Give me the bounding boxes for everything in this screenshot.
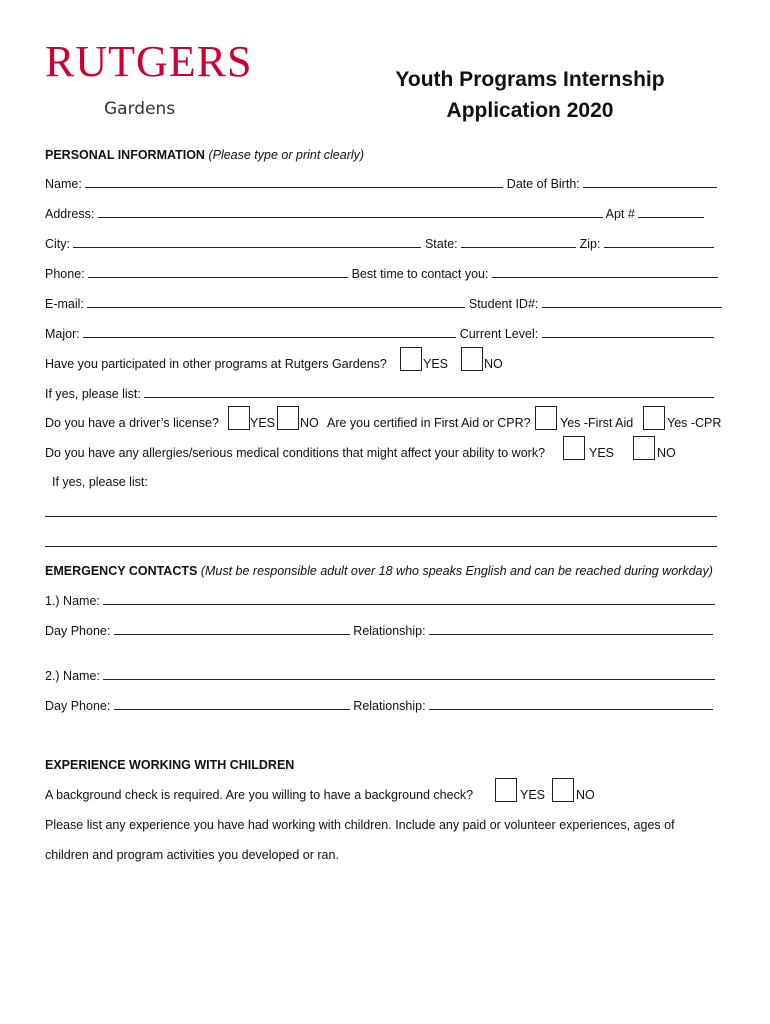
license-yes-checkbox[interactable] bbox=[228, 406, 250, 430]
phone-row bbox=[45, 266, 718, 282]
emergency-note: (Must be responsible adult over 18 who speaks English and can be reached during workday) bbox=[200, 564, 713, 578]
major-field[interactable] bbox=[83, 326, 456, 338]
allergies-line-2[interactable] bbox=[45, 546, 717, 547]
state-label: State: bbox=[424, 237, 458, 251]
address-label: Address: bbox=[45, 207, 95, 221]
email-row bbox=[45, 296, 722, 312]
participated-yes-checkbox[interactable] bbox=[400, 347, 422, 371]
allergies-list-label: If yes, please list: bbox=[52, 475, 148, 489]
contact1-relationship-label: Relationship: bbox=[353, 624, 426, 638]
contact2-phone-label: Day Phone: bbox=[45, 699, 111, 713]
current-level-field[interactable] bbox=[542, 326, 714, 338]
best-time-label: Best time to contact you: bbox=[351, 267, 489, 281]
contact1-phone-label: Day Phone: bbox=[45, 624, 111, 638]
student-id-label: Student ID#: bbox=[468, 297, 539, 311]
major-row bbox=[45, 326, 714, 342]
state-field[interactable] bbox=[461, 236, 576, 248]
participated-no-label: NO bbox=[484, 357, 503, 371]
experience-instructions-2: children and program activities you developed or ran. bbox=[45, 848, 339, 862]
contact2-name-field[interactable] bbox=[103, 668, 715, 680]
student-id-field[interactable] bbox=[542, 296, 722, 308]
contact1-phone-row bbox=[45, 623, 713, 639]
rutgers-logo: RUTGERS bbox=[45, 37, 253, 86]
zip-field[interactable] bbox=[604, 236, 714, 248]
name-field[interactable] bbox=[85, 176, 503, 188]
background-question: A background check is required. Are you willing to have a background check? bbox=[45, 788, 474, 802]
background-yes-checkbox[interactable] bbox=[495, 778, 517, 802]
first-aid-label: Yes -First Aid bbox=[560, 416, 634, 430]
background-no-label: NO bbox=[576, 788, 595, 802]
first-aid-checkbox[interactable] bbox=[535, 406, 557, 430]
allergies-yes-label: YES bbox=[589, 446, 615, 460]
logo-subtitle: Gardens bbox=[104, 99, 176, 119]
apt-label: Apt # bbox=[605, 207, 635, 221]
best-time-field[interactable] bbox=[492, 266, 718, 278]
participated-yes-label: YES bbox=[423, 357, 449, 371]
dob-field[interactable] bbox=[583, 176, 717, 188]
emergency-heading: EMERGENCY CONTACTS bbox=[45, 564, 198, 578]
participated-no-checkbox[interactable] bbox=[461, 347, 483, 371]
name-label: Name: bbox=[45, 177, 82, 191]
address-field[interactable] bbox=[98, 206, 603, 218]
emergency-section-heading bbox=[45, 563, 713, 579]
contact1-name-field[interactable] bbox=[103, 593, 715, 605]
contact2-relationship-field[interactable] bbox=[429, 698, 713, 710]
contact2-name-label: 2.) Name: bbox=[45, 669, 100, 683]
experience-heading: EXPERIENCE WORKING WITH CHILDREN bbox=[45, 758, 295, 772]
title-line-1: Youth Programs Internship bbox=[395, 68, 665, 91]
personal-note: (Please type or print clearly) bbox=[208, 148, 365, 162]
apt-field[interactable] bbox=[638, 206, 704, 218]
major-label: Major: bbox=[45, 327, 80, 341]
allergies-question: Do you have any allergies/serious medical conditions that might affect your ability to work? bbox=[45, 446, 546, 460]
participated-list-row bbox=[45, 386, 714, 402]
participated-list-label: If yes, please list: bbox=[45, 387, 141, 401]
city-field[interactable] bbox=[73, 236, 421, 248]
license-no-checkbox[interactable] bbox=[277, 406, 299, 430]
contact2-name-row bbox=[45, 668, 715, 684]
contact2-phone-field[interactable] bbox=[114, 698, 350, 710]
title-line-2: Application 2020 bbox=[446, 99, 614, 122]
contact1-phone-field[interactable] bbox=[114, 623, 350, 635]
allergies-no-label: NO bbox=[657, 446, 676, 460]
experience-instructions-1: Please list any experience you have had working with children. Include any paid or volunteer experiences, ages of bbox=[45, 818, 675, 832]
dob-label: Date of Birth: bbox=[506, 177, 580, 191]
phone-field[interactable] bbox=[88, 266, 348, 278]
contact1-name-row bbox=[45, 593, 715, 609]
participated-question: Have you participated in other programs at Rutgers Gardens? bbox=[45, 357, 387, 371]
certified-question: Are you certified in First Aid or CPR? bbox=[327, 416, 531, 430]
allergies-no-checkbox[interactable] bbox=[633, 436, 655, 460]
name-row bbox=[45, 176, 717, 192]
background-yes-label: YES bbox=[520, 788, 546, 802]
personal-section-heading bbox=[45, 147, 364, 163]
license-yes-label: YES bbox=[250, 416, 276, 430]
contact2-phone-row bbox=[45, 698, 713, 714]
city-row bbox=[45, 236, 714, 252]
cpr-label: Yes -CPR bbox=[667, 416, 722, 430]
allergies-line-1[interactable] bbox=[45, 516, 717, 517]
participated-list-field[interactable] bbox=[144, 386, 714, 398]
allergies-yes-checkbox[interactable] bbox=[563, 436, 585, 460]
phone-label: Phone: bbox=[45, 267, 85, 281]
address-row bbox=[45, 206, 704, 222]
contact1-relationship-field[interactable] bbox=[429, 623, 713, 635]
personal-heading: PERSONAL INFORMATION bbox=[45, 148, 205, 162]
license-question: Do you have a driver’s license? bbox=[45, 416, 219, 430]
background-no-checkbox[interactable] bbox=[552, 778, 574, 802]
email-label: E-mail: bbox=[45, 297, 84, 311]
current-level-label: Current Level: bbox=[459, 327, 539, 341]
license-no-label: NO bbox=[300, 416, 319, 430]
page-title bbox=[360, 64, 700, 126]
contact2-relationship-label: Relationship: bbox=[353, 699, 426, 713]
cpr-checkbox[interactable] bbox=[643, 406, 665, 430]
city-label: City: bbox=[45, 237, 70, 251]
zip-label: Zip: bbox=[579, 237, 601, 251]
contact1-name-label: 1.) Name: bbox=[45, 594, 100, 608]
email-field[interactable] bbox=[87, 296, 465, 308]
